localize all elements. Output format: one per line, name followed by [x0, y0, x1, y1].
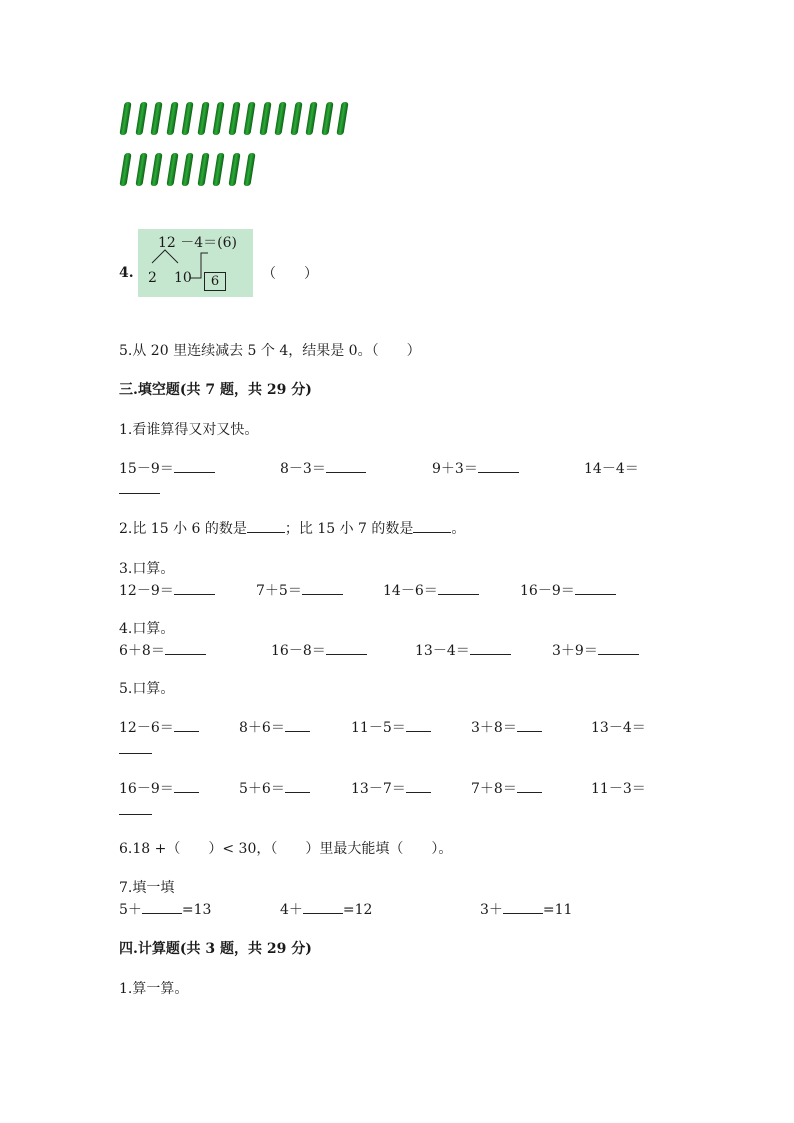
answer-blank[interactable] [470, 640, 511, 655]
answer-blank[interactable] [478, 458, 519, 473]
s3-p1-item-1: 15－9＝ [119, 458, 215, 478]
s3-p1-title: 1.看谁算得又对又快。 [119, 422, 259, 438]
answer-blank[interactable] [326, 640, 367, 655]
answer-blank[interactable] [302, 580, 343, 595]
stick-icon [336, 102, 348, 135]
answer-blank[interactable] [517, 717, 542, 732]
s3-p2: 2.比 15 小 6 的数是 ；比 15 小 7 的数是 。 [119, 518, 465, 538]
answer-blank[interactable] [285, 717, 310, 732]
section3-heading: 三.填空题(共 7 题，共 29 分) [119, 382, 312, 398]
q4-number: 4. [119, 265, 134, 281]
stick-icon [150, 102, 162, 135]
s3-p1-item-2: 8－3＝ [280, 458, 366, 478]
q4-answer-paren[interactable]: （ ） [262, 266, 318, 282]
stick-icon [150, 153, 162, 186]
answer-blank[interactable] [303, 899, 343, 914]
stick-icon [166, 102, 178, 135]
stick-icon [212, 153, 224, 186]
answer-blank[interactable] [438, 580, 479, 595]
s3-p5-title: 5.口算。 [119, 681, 175, 697]
s3-p5-r1-item-2: 8＋6＝ [239, 717, 310, 737]
s3-p7-item-1: 5＋ =13 [119, 899, 211, 919]
s3-p5-r1-item-3: 11－5＝ [351, 717, 431, 737]
s3-p7-item-2: 4＋ =12 [280, 899, 372, 919]
stick-icon [243, 102, 255, 135]
s3-p3-title: 3.口算。 [119, 561, 175, 577]
stick-icon [197, 153, 209, 186]
stick-icon [228, 153, 240, 186]
answer-blank[interactable] [174, 778, 199, 793]
answer-blank[interactable] [285, 778, 310, 793]
s3-p3-item-4: 16－9＝ [520, 580, 616, 600]
answer-blank[interactable] [413, 518, 451, 533]
stick-icon [321, 102, 333, 135]
s3-p4-item-2: 16－8＝ [271, 640, 367, 660]
stick-icon [135, 153, 147, 186]
stick-icon [135, 102, 147, 135]
s3-p3-item-1: 12－9＝ [119, 580, 215, 600]
s3-p5-r2-item-5: 11－3＝ [591, 781, 646, 797]
s3-p5-r2-item-1: 16－9＝ [119, 778, 199, 798]
s3-p5-r1-item-4: 3＋8＝ [471, 717, 542, 737]
answer-blank[interactable] [142, 899, 182, 914]
s3-p7-title: 7.填一填 [119, 880, 175, 896]
s3-p6-text: 6.18 +（ ）< 30，（ ）里最大能填（ ）。 [119, 841, 453, 857]
s3-p5-r2-item-3: 13－7＝ [351, 778, 431, 798]
q4-answer-box: 6 [204, 272, 226, 291]
s3-p5-r2-item-5-blank[interactable] [119, 800, 152, 819]
answer-blank[interactable] [165, 640, 206, 655]
s3-p3-item-2: 7＋5＝ [256, 580, 343, 600]
s3-p3-item-3: 14－6＝ [383, 580, 479, 600]
stick-icon [119, 153, 131, 186]
q4-split-lines [138, 229, 253, 297]
s3-p5-r2-item-4: 7＋8＝ [471, 778, 542, 798]
stick-icon [181, 153, 193, 186]
s3-p7-item-3: 3＋ =11 [480, 899, 572, 919]
s3-p5-r1-item-5-blank[interactable] [119, 739, 152, 758]
s4-p1-title: 1.算一算。 [119, 981, 189, 997]
stick-icon [228, 102, 240, 135]
stick-icon [243, 153, 255, 186]
s3-p1-item-4: 14－4＝ [584, 461, 639, 477]
s3-p4-item-1: 6＋8＝ [119, 640, 206, 660]
answer-blank[interactable] [174, 717, 199, 732]
stick-icon [166, 153, 178, 186]
section4-heading: 四.计算题(共 3 题，共 29 分) [119, 941, 312, 957]
stick-icon [197, 102, 209, 135]
stick-icon [305, 102, 317, 135]
answer-blank[interactable] [517, 778, 542, 793]
answer-blank[interactable] [326, 458, 366, 473]
s3-p4-title: 4.口算。 [119, 621, 175, 637]
s3-p1-item-3: 9＋3＝ [432, 458, 519, 478]
q5-text: 5.从 20 里连续减去 5 个 4，结果是 0。（ ） [119, 343, 421, 359]
stick-icon [212, 102, 224, 135]
q4-right-part: 10 [174, 270, 192, 286]
stick-icon [119, 102, 131, 135]
stick-icon [259, 102, 271, 135]
q4-equation: 12 －4＝(6) [158, 235, 238, 251]
q4-left-part: 2 [148, 270, 157, 286]
answer-blank[interactable] [247, 518, 285, 533]
s3-p5-r1-item-1: 12－6＝ [119, 717, 199, 737]
answer-blank[interactable] [406, 778, 431, 793]
stick-icon [181, 102, 193, 135]
answer-blank[interactable] [575, 580, 616, 595]
s3-p1-item-4-blank[interactable] [119, 479, 160, 498]
s3-p5-r1-item-5: 13－4＝ [591, 720, 646, 736]
q4-diagram [138, 229, 253, 297]
stick-icon [290, 102, 302, 135]
answer-blank[interactable] [174, 458, 215, 473]
stick-icon [274, 102, 286, 135]
s3-p4-item-3: 13－4＝ [415, 640, 511, 660]
answer-blank[interactable] [174, 580, 215, 595]
s3-p4-item-4: 3＋9＝ [552, 640, 639, 660]
s3-p5-r2-item-2: 5＋6＝ [239, 778, 310, 798]
answer-blank[interactable] [598, 640, 639, 655]
answer-blank[interactable] [503, 899, 543, 914]
answer-blank[interactable] [406, 717, 431, 732]
